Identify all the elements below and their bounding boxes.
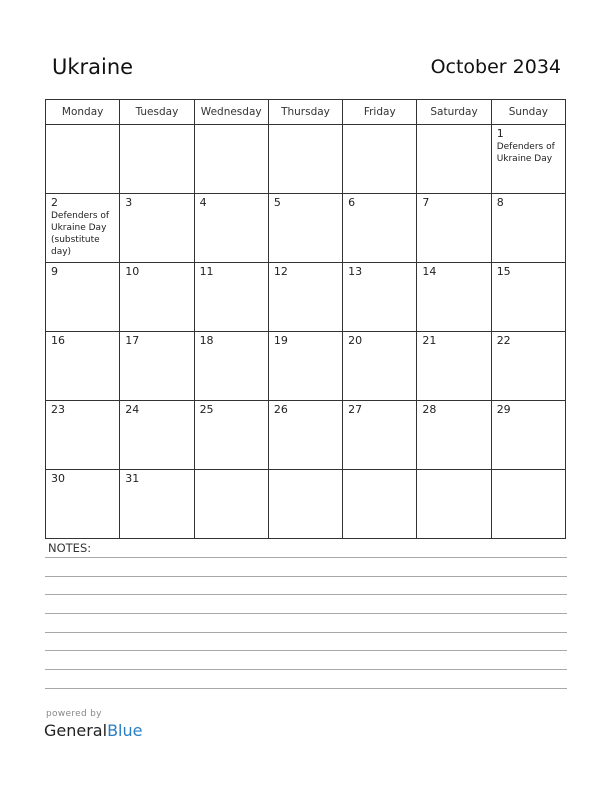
calendar-day-cell <box>46 401 120 470</box>
calendar-day-cell <box>46 125 120 194</box>
weekday-header-row <box>46 100 566 125</box>
day-number: 29 <box>496 403 511 416</box>
day-number: 2 <box>51 196 58 209</box>
calendar-day-cell <box>46 194 120 263</box>
notes-line <box>45 669 567 670</box>
calendar-day-cell <box>491 263 565 332</box>
notes-line <box>45 576 567 577</box>
day-number: 21 <box>422 334 437 347</box>
day-number: 14 <box>422 265 437 278</box>
calendar-day-cell <box>268 470 342 539</box>
day-number: 31 <box>125 472 140 485</box>
calendar-day-cell <box>194 332 268 401</box>
day-number: 13 <box>348 265 363 278</box>
calendar-day-cell <box>343 470 417 539</box>
calendar-day-cell <box>120 332 194 401</box>
notes-line <box>45 613 567 614</box>
calendar-day-cell <box>491 125 565 194</box>
notes-line <box>45 632 567 633</box>
day-number: 26 <box>273 403 288 416</box>
day-number: 3 <box>125 196 133 209</box>
day-number: 17 <box>125 334 140 347</box>
calendar-grid <box>45 99 566 539</box>
calendar-day-cell <box>120 194 194 263</box>
day-number: 5 <box>273 196 281 209</box>
calendar-day-cell <box>491 332 565 401</box>
notes-line <box>45 688 567 689</box>
notes-line <box>45 650 567 651</box>
holiday-label: Defenders of Ukraine Day (substitute day) <box>51 211 110 257</box>
calendar-day-cell <box>120 470 194 539</box>
day-number: 22 <box>496 334 511 347</box>
calendar-day-cell <box>343 194 417 263</box>
calendar-week-row <box>46 263 566 332</box>
day-number: 23 <box>51 403 65 416</box>
month-year-title: October 2034 <box>430 56 561 78</box>
day-number: 20 <box>348 334 363 347</box>
powered-by-text: powered by <box>46 709 102 719</box>
calendar-day-cell <box>491 194 565 263</box>
calendar-day-cell <box>194 263 268 332</box>
calendar-day-cell <box>194 470 268 539</box>
calendar-day-cell <box>268 194 342 263</box>
day-number: 8 <box>496 196 504 209</box>
calendar-day-cell <box>46 470 120 539</box>
day-number: 6 <box>348 196 356 209</box>
day-number: 1 <box>496 127 504 140</box>
calendar-day-cell <box>120 401 194 470</box>
day-number: 25 <box>199 403 214 416</box>
holiday-label: Defenders of Ukraine Day <box>496 142 555 164</box>
day-number: 15 <box>496 265 511 278</box>
calendar-day-cell <box>417 263 491 332</box>
calendar-day-cell <box>417 332 491 401</box>
weekday-header: Tuesday <box>120 100 194 125</box>
calendar-day-cell <box>194 401 268 470</box>
weekday-header: Wednesday <box>194 100 268 125</box>
calendar-week-row <box>46 332 566 401</box>
day-number: 12 <box>273 265 288 278</box>
day-number: 4 <box>199 196 207 209</box>
calendar-day-cell <box>46 332 120 401</box>
calendar-week-row <box>46 470 566 539</box>
weekday-header: Sunday <box>491 100 565 125</box>
brand-name-part2: Blue <box>107 721 143 740</box>
calendar-week-row <box>46 401 566 470</box>
day-number: 19 <box>273 334 288 347</box>
day-number: 10 <box>125 265 140 278</box>
day-number: 24 <box>125 403 140 416</box>
brand-name-part1: General <box>44 721 108 740</box>
weekday-header: Friday <box>343 100 417 125</box>
calendar-day-cell <box>491 401 565 470</box>
calendar-day-cell <box>417 470 491 539</box>
notes-line <box>45 594 567 595</box>
calendar-day-cell <box>194 194 268 263</box>
country-title: Ukraine <box>52 55 134 79</box>
calendar-day-cell <box>194 125 268 194</box>
day-number: 11 <box>199 265 214 278</box>
weekday-header: Saturday <box>417 100 491 125</box>
day-number: 7 <box>422 196 430 209</box>
weekday-header: Thursday <box>268 100 342 125</box>
calendar-day-cell <box>491 470 565 539</box>
calendar-day-cell <box>268 263 342 332</box>
calendar-day-cell <box>343 401 417 470</box>
calendar-day-cell <box>343 263 417 332</box>
calendar-day-cell <box>343 332 417 401</box>
day-number: 18 <box>199 334 214 347</box>
calendar-day-cell <box>417 125 491 194</box>
calendar-day-cell <box>343 125 417 194</box>
calendar-day-cell <box>120 125 194 194</box>
day-number: 27 <box>348 403 363 416</box>
calendar-day-cell <box>417 194 491 263</box>
notes-line <box>45 557 567 558</box>
calendar-day-cell <box>120 263 194 332</box>
calendar-day-cell <box>46 263 120 332</box>
generalblue-logo <box>44 721 142 740</box>
calendar-day-cell <box>268 401 342 470</box>
calendar-day-cell <box>268 332 342 401</box>
calendar-day-cell <box>417 401 491 470</box>
day-number: 9 <box>51 265 58 278</box>
weekday-header: Monday <box>46 100 120 125</box>
calendar-day-cell <box>268 125 342 194</box>
calendar-week-row <box>46 194 566 263</box>
day-number: 16 <box>51 334 65 347</box>
day-number: 30 <box>51 472 65 485</box>
day-number: 28 <box>422 403 437 416</box>
notes-label: NOTES: <box>48 541 92 555</box>
calendar-week-row <box>46 125 566 194</box>
